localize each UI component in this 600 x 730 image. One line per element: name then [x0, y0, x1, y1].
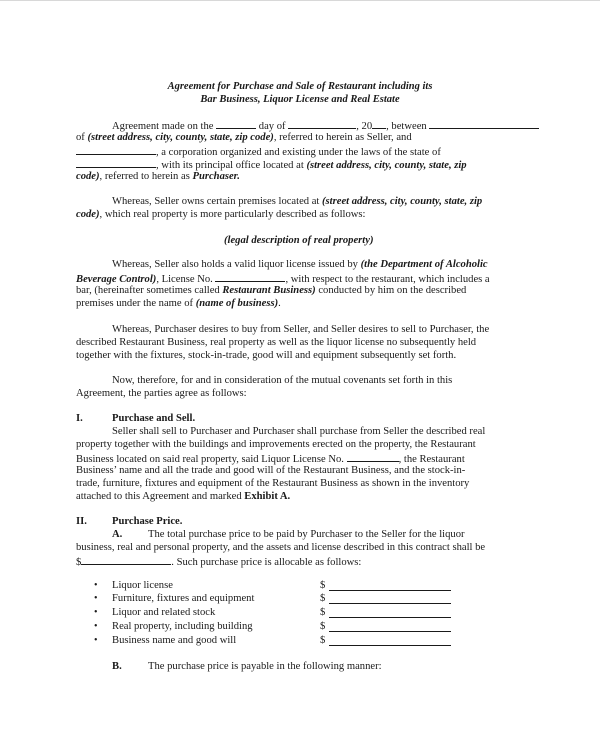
bullet-icon: • — [94, 621, 98, 632]
currency-symbol: $ — [320, 580, 326, 591]
allocation-label: Real property, including building — [112, 621, 253, 632]
bullet-icon: • — [94, 635, 98, 646]
blank-year[interactable] — [372, 118, 386, 129]
p3-line-2: Beverage Control), License No. , with respect to the restaurant, which includes a — [76, 271, 490, 286]
p1-line-5: code), referred to herein as Purchaser. — [76, 171, 240, 182]
bullet-icon: • — [94, 607, 98, 618]
p3-line-3: bar, (hereinafter sometimes called Restaurant Business) conducted by him on the described — [76, 285, 467, 296]
blank-total-price[interactable] — [81, 554, 171, 565]
allocation-label: Liquor and related stock — [112, 607, 216, 618]
blank-state[interactable] — [76, 157, 156, 168]
allocation-label: Business name and good will — [112, 635, 237, 646]
p1-line-3: , a corporation organized and existing under the laws of the state of — [76, 144, 441, 159]
s1-line-4: Business’ name and all the trade and good will of the Restaurant Business, and the stock-in- — [76, 465, 466, 476]
section-1-number: I. — [76, 413, 83, 424]
p4-line-2: described Restaurant Business, real property as well as the liquor license no subsequently held — [76, 337, 477, 348]
currency-symbol: $ — [320, 635, 326, 646]
p1-line-4: , with its principal office located at (street address, city, county, state, zip — [76, 157, 467, 172]
subsection-b-label: B. — [112, 661, 122, 672]
p4-line-3: together with the fixtures, stock-in-trade, good will and equipment subsequently set forth. — [76, 350, 457, 361]
blank-seller-name[interactable] — [429, 118, 539, 129]
blank-amount[interactable] — [329, 635, 451, 646]
blank-amount[interactable] — [329, 580, 451, 591]
subsection-b-text: The purchase price is payable in the following manner: — [148, 661, 382, 672]
blank-amount[interactable] — [329, 607, 451, 618]
s2-line-1: The total purchase price to be paid by Purchaser to the Seller for the liquor — [148, 529, 465, 540]
p5-line-1: Now, therefore, for and in consideration of the mutual covenants set forth in this — [112, 375, 453, 386]
legal-description: (legal description of real property) — [224, 235, 374, 246]
currency-symbol: $ — [320, 593, 326, 604]
bullet-icon: • — [94, 593, 98, 604]
allocation-label: Furniture, fixtures and equipment — [112, 593, 255, 604]
p3-line-4: premises under the name of (name of business). — [76, 298, 281, 309]
p2-line-1: Whereas, Seller owns certain premises located at (street address, city, county, state, zip — [112, 196, 483, 207]
blank-amount[interactable] — [329, 621, 451, 632]
s1-line-3: Business located on said real property, said Liquor License No. , the Restaurant — [76, 451, 465, 466]
title-line-2: Bar Business, Liquor License and Real Estate — [200, 94, 400, 105]
p1-line-2: of (street address, city, county, state, zip code), referred to herein as Seller, and — [76, 132, 412, 143]
section-2-number: II. — [76, 516, 87, 527]
blank-purchaser-name[interactable] — [76, 144, 156, 155]
p1-line-1: Agreement made on the day of , 20 , between — [112, 118, 539, 133]
title-line-1: Agreement for Purchase and Sale of Restaurant including its — [167, 81, 433, 92]
subsection-a-label: A. — [112, 529, 123, 540]
s2-line-3: $ . Such purchase price is allocable as follows: — [76, 554, 361, 569]
s2-line-2: business, real and personal property, and the assets and license described in this contract shall be — [76, 542, 486, 553]
p3-line-1: Whereas, Seller also holds a valid liquor license issued by (the Department of Alcoholic — [112, 259, 488, 270]
p5-line-2: Agreement, the parties agree as follows: — [76, 388, 247, 399]
bullet-icon: • — [94, 580, 98, 591]
s1-line-2: property together with the buildings and improvements erected on the property, the Restaurant — [76, 439, 476, 450]
allocation-label: Liquor license — [112, 580, 173, 591]
document-title — [0, 80, 600, 106]
section-1-heading: Purchase and Sell. — [112, 413, 196, 424]
s1-line-6: attached to this Agreement and marked Exhibit A. — [76, 491, 291, 502]
s1-line-5: trade, furniture, fixtures and equipment of the Restaurant Business as shown in the inventory — [76, 478, 470, 489]
p2-line-2: code), which real property is more particularly described as follows: — [76, 209, 366, 220]
currency-symbol: $ — [320, 607, 326, 618]
section-2-heading: Purchase Price. — [112, 516, 183, 527]
currency-symbol: $ — [320, 621, 326, 632]
p4-line-1: Whereas, Purchaser desires to buy from Seller, and Seller desires to sell to Purchaser, the — [112, 324, 490, 335]
s1-line-1: Seller shall sell to Purchaser and Purchaser shall purchase from Seller the described real — [112, 426, 486, 437]
blank-license-no-2[interactable] — [347, 451, 399, 462]
blank-month[interactable] — [288, 118, 356, 129]
blank-day[interactable] — [216, 118, 256, 129]
blank-license-no[interactable] — [215, 271, 285, 282]
blank-amount[interactable] — [329, 593, 451, 604]
